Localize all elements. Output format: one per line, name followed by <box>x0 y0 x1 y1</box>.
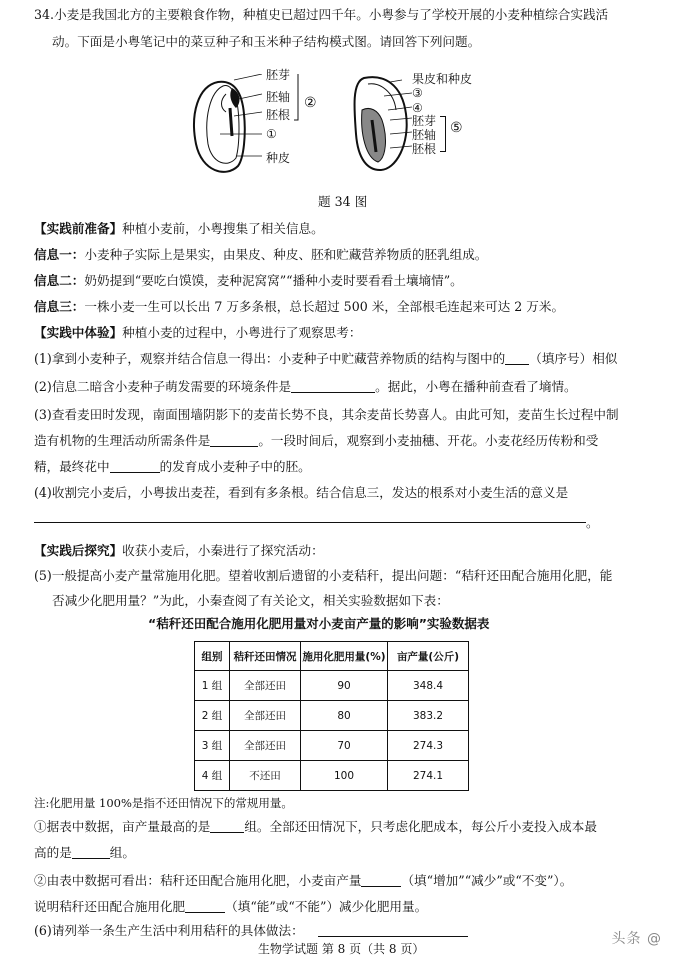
q3-text-a: 造有机物的生理活动所需条件是 <box>34 433 211 448</box>
corn-group-5: ⑤ <box>450 120 463 136</box>
s3-text-b: （填“能”或“不能”）减少化肥用量。 <box>225 899 428 914</box>
question-4: (4)收割完小麦后，小粤拔出麦茬，看到有多条根。结合信息三，发达的根系对小麦生活的意义是 <box>34 485 569 500</box>
info-1-text: 小麦种子实际上是果实，由果皮、种皮、胚和贮藏营养物质的胚乳组成。 <box>84 247 488 262</box>
info-2 <box>34 272 463 290</box>
question-3-line-3 <box>34 458 311 476</box>
cell-fertilizer: 90 <box>301 671 388 701</box>
cell-fertilizer: 80 <box>301 701 388 731</box>
question-2 <box>34 378 577 396</box>
s1-text-b: 组。全部还田情况下，只考虑化肥成本，每公斤小麦投入成本最 <box>244 819 597 834</box>
s1-text-d: 组。 <box>109 845 135 860</box>
data-table <box>194 641 469 791</box>
th-straw: 秸秆还田情况 <box>230 642 301 671</box>
corn-label-pericarp: 果皮和种皮 <box>412 72 473 86</box>
s3-text-a: 说明秸秆还田配合施用化肥 <box>34 899 186 914</box>
bean-seed-diagram <box>190 74 330 182</box>
cell-yield: 348.4 <box>388 671 469 701</box>
cell-group: 3 组 <box>195 731 230 761</box>
info-3-title: 信息三： <box>34 299 85 314</box>
q3-text-c: 精，最终花中 <box>34 459 110 474</box>
q3-text-d: 的发育成小麦种子中的胚。 <box>159 459 311 474</box>
bean-label-plumule: 胚芽 <box>266 68 291 82</box>
question-line-1: 34.小麦是我国北方的主要粮食作物，种植史已超过四千年。小粤参与了学校开展的小麦种植综合实践活 <box>34 7 609 22</box>
question-5-line-2: 否减少化肥用量？”为此，小秦查阅了有关论文，相关实验数据如下表： <box>52 593 449 608</box>
cell-fertilizer: 70 <box>301 731 388 761</box>
q3-text-b: 。一段时间后，观察到小麦抽穗、开花。小麦花经历传粉和受 <box>258 433 599 448</box>
subq-3 <box>34 898 427 916</box>
q3-answer-blank-2[interactable] <box>110 459 160 473</box>
info-3 <box>34 298 564 316</box>
corn-label-plumule: 胚芽 <box>412 114 437 128</box>
subq-1-line-1 <box>34 818 597 836</box>
cell-straw: 全部还田 <box>230 671 301 701</box>
cell-group: 2 组 <box>195 701 230 731</box>
info-3-text: 一株小麦一生可以长出 7 万多条根，总长超过 500 米，全部根毛连起来可达 2 万米。 <box>84 299 565 314</box>
q2-text-b: 。据此，小粤在播种前查看了墒情。 <box>375 379 577 394</box>
table-note: 注:化肥用量 100%是指不还田情况下的常规用量。 <box>34 796 293 810</box>
question-3-line-2 <box>34 432 598 450</box>
cell-fertilizer: 100 <box>301 761 388 791</box>
s2-answer-blank[interactable] <box>361 873 401 887</box>
s1-answer-blank-2[interactable] <box>72 845 110 859</box>
info-1 <box>34 246 487 264</box>
cell-group: 1 组 <box>195 671 230 701</box>
question-3-line-1: (3)查看麦田时发现，南面围墙阴影下的麦苗长势不良，其余麦苗长势喜人。由此可知，麦苗生长过程中制 <box>34 407 619 422</box>
info-1-title: 信息一： <box>34 247 85 262</box>
after-heading: 【实践后探究】 <box>34 543 123 558</box>
th-group: 组别 <box>195 642 230 671</box>
corn-group-bracket <box>440 116 446 152</box>
bean-label-radicle: 胚根 <box>266 108 291 122</box>
during-heading: 【实践中体验】 <box>34 325 123 340</box>
figure-caption: 题 34 图 <box>318 194 368 209</box>
table-header-row <box>195 642 469 671</box>
table-row <box>195 731 469 761</box>
s1-answer-blank-1[interactable] <box>210 819 244 833</box>
corn-label-3: ③ <box>412 86 423 100</box>
bean-group-2: ② <box>304 95 317 111</box>
subq-2 <box>34 872 572 890</box>
bean-label-seed-coat: 种皮 <box>266 151 291 165</box>
prep-line <box>34 220 324 238</box>
q3-answer-blank-1[interactable] <box>210 433 258 447</box>
during-intro: 种植小麦的过程中，小粤进行了观察思考： <box>122 325 362 340</box>
subq-1-line-2 <box>34 844 135 862</box>
corn-label-radicle: 胚根 <box>412 142 437 156</box>
watermark: 头条 @ <box>611 931 662 947</box>
cell-straw: 不还田 <box>230 761 301 791</box>
q2-text-a: (2)信息二暗含小麦种子萌发需要的环境条件是 <box>34 379 292 394</box>
page-footer: 生物学试题 第 8 页（共 8 页） <box>258 942 425 956</box>
prep-heading: 【实践前准备】 <box>34 221 123 236</box>
q4-answer-blank[interactable] <box>34 522 586 523</box>
after-line <box>34 542 324 560</box>
q1-text-b: （填序号）相似 <box>529 351 618 366</box>
question-6: (6)请列举一条生产生活中利用秸秆的具体做法： <box>34 923 304 938</box>
q2-answer-blank[interactable] <box>291 379 375 393</box>
bean-label-1: ① <box>266 127 277 141</box>
s1-text-c: 高的是 <box>34 845 72 860</box>
q6-answer-blank[interactable] <box>318 936 468 937</box>
table-row <box>195 761 469 791</box>
info-2-title: 信息二： <box>34 273 85 288</box>
during-line <box>34 324 361 342</box>
s2-text-a: ②由表中数据可看出：秸秆还田配合施用化肥，小麦亩产量 <box>34 873 362 888</box>
prep-intro: 种植小麦前，小粤搜集了相关信息。 <box>122 221 324 236</box>
table-row <box>195 701 469 731</box>
cell-yield: 383.2 <box>388 701 469 731</box>
question-5-line-1: (5)一般提高小麦产量常施用化肥。望着收割后遗留的小麦秸秆，提出问题：“秸秆还田配合施用化肥，能 <box>34 568 613 583</box>
s3-answer-blank[interactable] <box>185 899 225 913</box>
th-yield: 亩产量(公斤) <box>388 642 469 671</box>
question-line-2: 动。下面是小粤笔记中的菜豆种子和玉米种子结构模式图。请回答下列问题。 <box>52 34 481 49</box>
table-row <box>195 671 469 701</box>
table-title: “秸秆还田配合施用化肥用量对小麦亩产量的影响”实验数据表 <box>148 616 490 631</box>
corn-label-4: ④ <box>412 101 423 115</box>
after-intro: 收获小麦后，小秦进行了探究活动： <box>122 543 324 558</box>
q1-text-a: (1)拿到小麦种子，观察并结合信息一得出：小麦种子中贮藏营养物质的结构与图中的 <box>34 351 506 366</box>
cell-straw: 全部还田 <box>230 701 301 731</box>
info-2-text: 奶奶提到“要吃白馍馍，麦种泥窝窝”“播种小麦时要看看土壤墒情”。 <box>84 273 463 288</box>
cell-yield: 274.1 <box>388 761 469 791</box>
s2-text-b: （填“增加”“减少”或“不变”）。 <box>401 873 573 888</box>
q1-answer-blank[interactable] <box>505 351 529 365</box>
s1-text-a: ①据表中数据，亩产量最高的是 <box>34 819 211 834</box>
th-fertilizer: 施用化肥用量(%) <box>301 642 388 671</box>
cell-group: 4 组 <box>195 761 230 791</box>
corn-label-hypocotyl: 胚轴 <box>412 128 437 142</box>
corn-leader-lines <box>384 76 414 156</box>
cell-yield: 274.3 <box>388 731 469 761</box>
q4-period: 。 <box>586 515 599 530</box>
question-1 <box>34 350 617 368</box>
cell-straw: 全部还田 <box>230 731 301 761</box>
bean-label-hypocotyl: 胚轴 <box>266 90 291 104</box>
